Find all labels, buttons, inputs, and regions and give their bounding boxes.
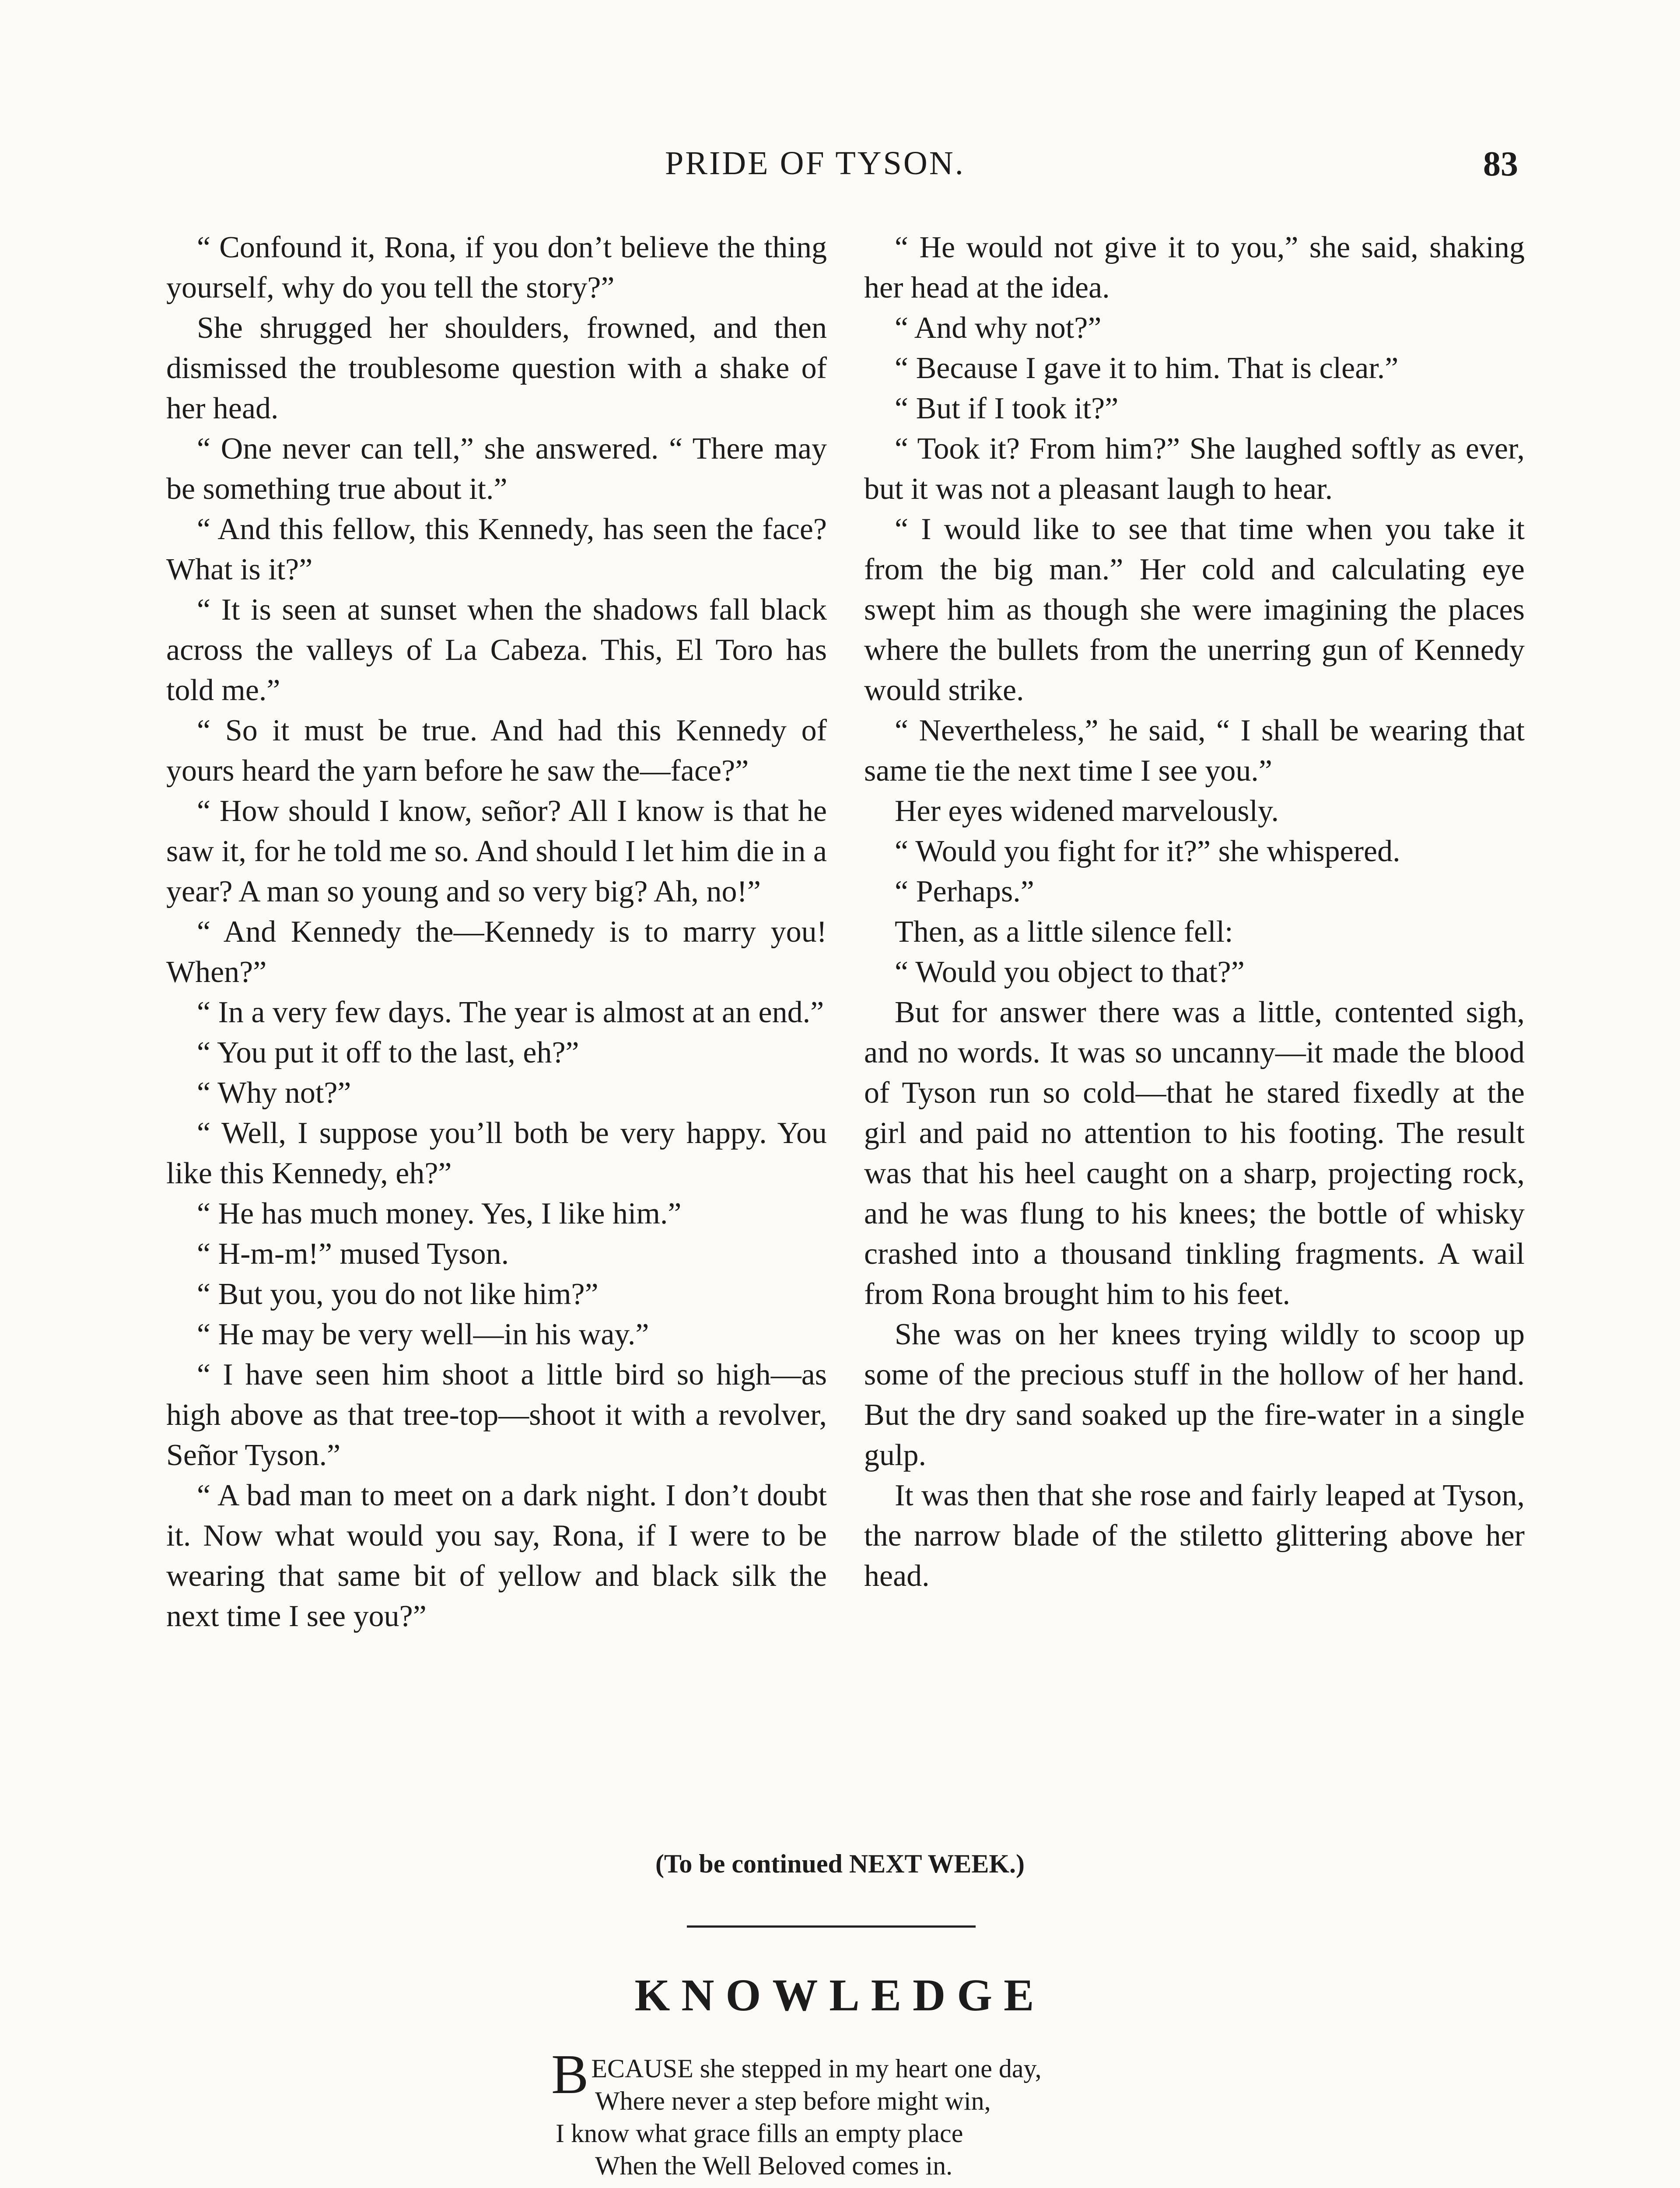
paragraph: Her eyes widened marvelously. <box>895 794 1279 828</box>
paragraph: Then, as a little silence fell: <box>895 915 1233 949</box>
right-column <box>864 228 1525 1596</box>
paragraph: But for answer there was a little, contented sigh, and no words. It was so uncanny—it made the blood of Tyson run so cold—that he stared fixedly at the girl and paid no attention to his footing. The result was that his heel caught on a sharp, projecting rock, and he was flung to his knees; the bottle of whisky crashed into a thousand tinkling fragments. A wail from Rona brought him to his feet. <box>864 996 1525 1311</box>
paragraph: “ Why not?” <box>197 1076 351 1110</box>
paragraph: “ Perhaps.” <box>895 875 1034 908</box>
paragraph: “ Would you fight for it?” she whispered. <box>895 835 1400 868</box>
paragraph: “ He may be very well—in his way.” <box>197 1318 649 1351</box>
paragraph: “ He would not give it to you,” she said, shaking her head at the idea. <box>864 231 1525 305</box>
poem-line: I know what grace fills an empty place <box>556 2119 963 2148</box>
left-column <box>166 228 827 1637</box>
paragraph: “ How should I know, señor? All I know is that he saw it, for he told me so. And should I let him die in a year? A man so young and so very big? Ah, no!” <box>166 794 827 908</box>
paragraph: “ H-m-m!” mused Tyson. <box>197 1237 509 1271</box>
paragraph: “ Confound it, Rona, if you don’t believe the thing yourself, why do you tell the story?” <box>166 231 827 305</box>
section-divider <box>687 1925 976 1928</box>
paragraph: “ And why not?” <box>895 311 1102 345</box>
paragraph: “ Nevertheless,” he said, “ I shall be wearing that same tie the next time I see you.” <box>864 714 1525 788</box>
drop-cap: B <box>551 2043 589 2105</box>
poem-line: When the Well Beloved comes in. <box>595 2151 953 2180</box>
running-head: PRIDE OF TYSON. <box>665 145 965 182</box>
paragraph: “ Took it? From him?” She laughed softly as ever, but it was not a pleasant laugh to hear. <box>864 432 1525 506</box>
paragraph: “ And this fellow, this Kennedy, has seen the face? What is it?” <box>166 512 827 586</box>
paragraph: “ Would you object to that?” <box>895 955 1245 989</box>
paragraph: “ One never can tell,” she answered. “ There may be something true about it.” <box>166 432 827 506</box>
paragraph: It was then that she rose and fairly leaped at Tyson, the narrow blade of the stiletto glittering above her head. <box>864 1479 1525 1593</box>
paragraph: “ But you, you do not like him?” <box>197 1277 598 1311</box>
paragraph: “ In a very few days. The year is almost at an end.” <box>197 996 824 1029</box>
paragraph: “ I have seen him shoot a little bird so high—as high above as that tree-top—shoot it with a revolver, Señor Tyson.” <box>166 1358 827 1472</box>
paragraph: “ You put it off to the last, eh?” <box>197 1036 579 1069</box>
paragraph: “ So it must be true. And had this Kennedy of yours heard the yarn before he saw the—face?” <box>166 714 827 788</box>
page-number: 83 <box>1483 145 1518 183</box>
poem-line: Where never a step before might win, <box>595 2086 991 2115</box>
paragraph: She shrugged her shoulders, frowned, and then dismissed the troublesome question with a shake of her head. <box>166 311 827 425</box>
paragraph: “ Because I gave it to him. That is clear.” <box>895 351 1399 385</box>
poem-title: KNOWLEDGE <box>634 1970 1046 2020</box>
paragraph: “ He has much money. Yes, I like him.” <box>197 1197 682 1231</box>
paragraph: She was on her knees trying wildly to scoop up some of the precious stuff in the hollow of her hand. But the dry sand soaked up the fire-water in a single gulp. <box>864 1318 1525 1472</box>
paragraph: “ A bad man to meet on a dark night. I don’t doubt it. Now what would you say, Rona, if I were to be wearing that same bit of yellow and black silk the next time I see you?” <box>166 1479 827 1633</box>
paragraph: “ But if I took it?” <box>895 392 1119 425</box>
poem-stanza-1 <box>551 2043 1251 2182</box>
paragraph: “ And Kennedy the—Kennedy is to marry you! When?” <box>166 915 827 989</box>
paragraph: “ It is seen at sunset when the shadows fall black across the valleys of La Cabeza. This, El Toro has told me.” <box>166 593 827 707</box>
continued-notice: (To be continued NEXT WEEK.) <box>655 1849 1025 1878</box>
paragraph: “ Well, I suppose you’ll both be very happy. You like this Kennedy, eh?” <box>166 1116 827 1190</box>
poem-line: ECAUSE she stepped in my heart one day, <box>591 2054 1042 2083</box>
paragraph: “ I would like to see that time when you take it from the big man.” Her cold and calculating eye swept him as though she were imagining the places where the bullets from the unerring gun of Kennedy would strike. <box>864 512 1525 707</box>
